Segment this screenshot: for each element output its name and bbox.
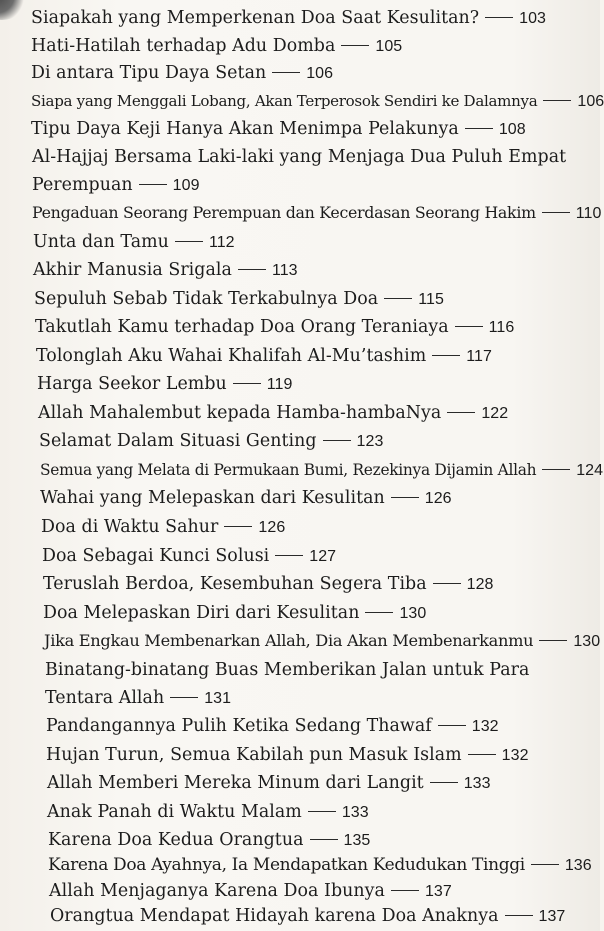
- leader-dash: [391, 497, 419, 498]
- toc-entry-page-number: 130: [399, 605, 427, 622]
- toc-entry: [35, 316, 514, 339]
- toc-entry-page-number: 105: [375, 38, 403, 55]
- toc-entry: [42, 545, 336, 568]
- toc-entry-title: Wahai yang Melepaskan dari Kesulitan: [40, 488, 385, 508]
- toc-entry-title: Karena Doa Kedua Orangtua: [48, 830, 304, 850]
- toc-entry-page-number: 126: [258, 519, 286, 536]
- toc-entry: [40, 459, 603, 482]
- toc-entry: [43, 602, 426, 625]
- toc-entry-title: Allah Menjaganya Karena Doa Ibunya: [49, 881, 385, 901]
- toc-entry-title: Doa di Waktu Sahur: [41, 517, 219, 537]
- leader-dash: [275, 555, 303, 556]
- toc-entry: [33, 259, 298, 282]
- toc-entry-page-number: 119: [266, 376, 293, 393]
- toc-entry-page-number: 128: [466, 576, 494, 593]
- leader-dash: [238, 269, 266, 270]
- toc-entry: [40, 487, 452, 510]
- toc-entry-title: Unta dan Tamu: [33, 232, 169, 252]
- toc-entry-title: Harga Seekor Lembu: [37, 374, 227, 394]
- toc-entry-title: Orangtua Mendapat Hidayah karena Doa Anaknya: [50, 906, 499, 926]
- toc-entry-title: Allah Memberi Mereka Minum dari Langit: [47, 773, 424, 793]
- toc-entry: [32, 202, 601, 225]
- leader-dash: [310, 839, 338, 840]
- toc-entry-title: Jika Engkau Membenarkan Allah, Dia Akan Membenarkanmu: [44, 631, 534, 650]
- toc-entry-page-number: 132: [471, 718, 499, 735]
- page-corner-shadow: [0, 0, 26, 20]
- toc-entry-page-number: 123: [356, 433, 384, 450]
- toc-entry: [37, 373, 292, 396]
- toc-entry-page-number: 133: [463, 775, 491, 792]
- toc-entry-title: Binatang-binatang Buas Memberikan Jalan untuk Para: [45, 660, 530, 680]
- toc-entry: [39, 430, 383, 453]
- toc-entry-page-number: 115: [418, 291, 444, 308]
- toc-entry-page-number: 127: [309, 548, 337, 565]
- leader-dash: [505, 915, 533, 916]
- toc-entry-title: Teruslah Berdoa, Kesembuhan Segera Tiba: [43, 574, 427, 594]
- toc-entry-page-number: 132: [501, 747, 529, 764]
- leader-dash: [224, 526, 252, 527]
- toc-entry-page-number: 112: [208, 234, 235, 251]
- leader-dash: [391, 890, 419, 891]
- toc-entry-page-number: 124: [576, 462, 604, 479]
- toc-entry-page-number: 126: [424, 490, 452, 507]
- leader-dash: [139, 184, 167, 185]
- toc-entry-title: Doa Melepaskan Diri dari Kesulitan: [43, 603, 360, 623]
- toc-entry: [46, 715, 499, 738]
- toc-entry-title: Tolonglah Aku Wahai Khalifah Al-Mu’tashim: [36, 346, 427, 366]
- toc-entry: [36, 345, 492, 368]
- toc-entry-title: Semua yang Melata di Permukaan Bumi, Rezekinya Dijamin Allah: [40, 461, 537, 479]
- toc-entry-page-number: 136: [564, 857, 592, 874]
- leader-dash: [430, 782, 458, 783]
- toc-entry: [45, 659, 529, 681]
- toc-entry: [48, 829, 370, 852]
- toc-entry: [31, 90, 604, 113]
- toc-entry-title: Siapakah yang Memperkenan Doa Saat Kesulitan?: [31, 8, 480, 28]
- leader-dash: [365, 612, 393, 613]
- toc-entry-title: Hujan Turun, Semua Kabilah pun Masuk Islam: [46, 745, 462, 765]
- leader-dash: [233, 383, 261, 384]
- toc-entry-title: Pengaduan Seorang Perempuan dan Kecerdasan Seorang Hakim: [32, 203, 536, 222]
- toc-entry-title: Anak Panah di Waktu Malam: [47, 802, 302, 822]
- toc-entry-page-number: 106: [577, 93, 604, 110]
- toc-entry-page-number: 117: [466, 348, 492, 365]
- leader-dash: [485, 17, 513, 18]
- toc-entry-page-number: 131: [204, 690, 232, 707]
- toc-entry-page-number: 109: [172, 177, 200, 194]
- toc-entry-title: Tentara Allah: [45, 688, 165, 708]
- toc-entry: [46, 744, 529, 767]
- leader-dash: [384, 298, 412, 299]
- toc-entry: [47, 772, 491, 795]
- toc-entry: [34, 288, 444, 311]
- toc-entry-title: Allah Mahalembut kepada Hamba-hambaNya: [38, 403, 442, 423]
- leader-dash: [341, 45, 369, 46]
- toc-entry-page-number: 106: [306, 65, 334, 82]
- toc-entry-page-number: 113: [271, 262, 298, 279]
- toc-entry-title: Siapa yang Menggali Lobang, Akan Terperosok Sendiri ke Dalamnya: [31, 92, 538, 110]
- toc-entry: [45, 687, 231, 710]
- toc-entry: [33, 231, 235, 254]
- leader-dash: [455, 326, 483, 327]
- toc-entry-title: Akhir Manusia Srigala: [33, 260, 232, 280]
- toc-entry-title: Doa Sebagai Kunci Solusi: [42, 546, 270, 566]
- toc-entry-title: Al-Hajjaj Bersama Laki-laki yang Menjaga Dua Puluh Empat: [32, 147, 567, 167]
- leader-dash: [438, 725, 466, 726]
- toc-entry-title: Pandangannya Pulih Ketika Sedang Thawaf: [46, 716, 432, 736]
- leader-dash: [175, 241, 203, 242]
- toc-entry-page-number: 108: [498, 121, 526, 138]
- toc-entry-title: Takutlah Kamu terhadap Doa Orang Teraniaya: [35, 317, 449, 337]
- toc-entry: [49, 880, 452, 903]
- toc-entry: [48, 854, 592, 877]
- leader-dash: [543, 100, 571, 101]
- toc-entry-page-number: 135: [343, 832, 371, 849]
- toc-entry-title: Tipu Daya Keji Hanya Akan Menimpa Pelakunya: [31, 119, 459, 139]
- leader-dash: [433, 583, 461, 584]
- toc-entry-title: Di antara Tipu Daya Setan: [31, 63, 267, 83]
- toc-entry: [44, 630, 600, 653]
- toc-entry: [43, 573, 494, 596]
- toc-entry-page-number: 116: [488, 319, 515, 336]
- leader-dash: [468, 754, 496, 755]
- leader-dash: [542, 469, 570, 470]
- toc-entry: [31, 7, 546, 30]
- toc-entry: [31, 35, 402, 58]
- toc-entry-title: Sepuluh Sebab Tidak Terkabulnya Doa: [34, 289, 379, 309]
- toc-entry: [32, 146, 566, 168]
- leader-dash: [531, 864, 559, 865]
- toc-entry-page-number: 103: [519, 10, 547, 27]
- toc-entry-page-number: 137: [538, 908, 566, 925]
- toc-entry: [38, 402, 508, 425]
- toc-entry: [31, 118, 526, 141]
- toc-entry: [50, 905, 565, 928]
- toc-entry-title: Selamat Dalam Situasi Genting: [39, 431, 317, 451]
- toc-entry: [32, 174, 200, 197]
- toc-entry: [41, 516, 285, 539]
- leader-dash: [272, 72, 300, 73]
- toc-entry-title: Perempuan: [32, 175, 133, 195]
- toc-entry-title: Karena Doa Ayahnya, Ia Mendapatkan Kedudukan Tinggi: [48, 855, 525, 875]
- leader-dash: [323, 440, 351, 441]
- leader-dash: [542, 212, 570, 213]
- toc-entry-title: Hati-Hatilah terhadap Adu Domba: [31, 36, 336, 56]
- toc-entry: [31, 62, 333, 85]
- leader-dash: [447, 412, 475, 413]
- toc-entry-page-number: 130: [573, 633, 601, 650]
- leader-dash: [432, 355, 460, 356]
- toc-entry: [47, 801, 369, 824]
- toc-entry-page-number: 137: [424, 883, 452, 900]
- toc-entry-page-number: 110: [575, 205, 602, 222]
- toc-entry-page-number: 133: [341, 804, 369, 821]
- leader-dash: [539, 640, 567, 641]
- leader-dash: [170, 697, 198, 698]
- toc-entry-page-number: 122: [481, 405, 509, 422]
- leader-dash: [465, 128, 493, 129]
- leader-dash: [308, 811, 336, 812]
